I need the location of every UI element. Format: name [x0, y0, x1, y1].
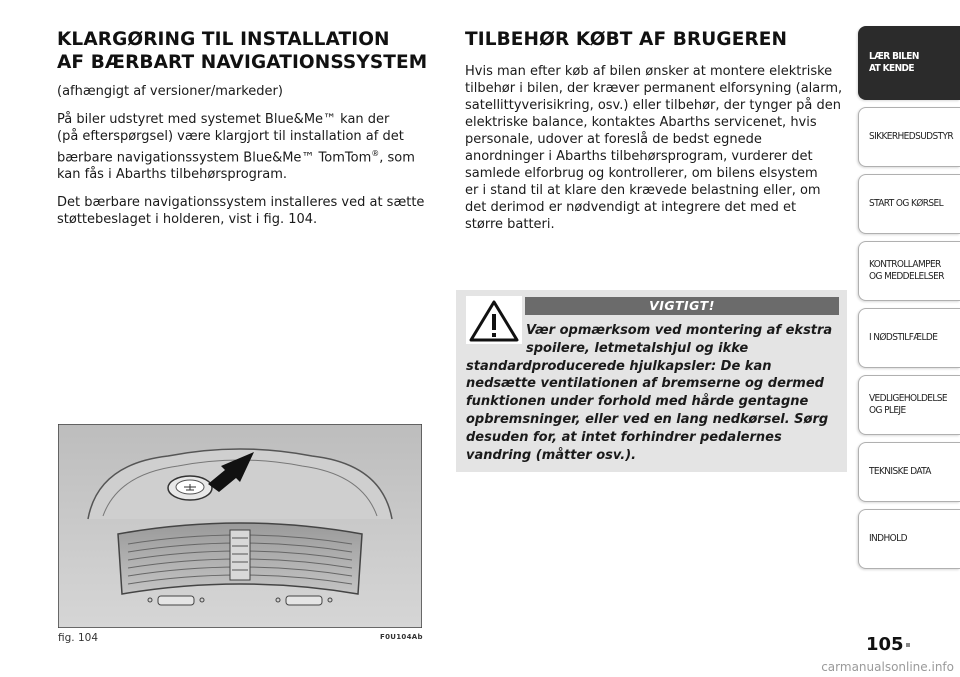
figure-dashboard-vents	[58, 424, 422, 628]
tab-kontrollamper[interactable]: KONTROLLAMPER OG MEDDELELSER	[858, 241, 960, 301]
tab-tekniske-data[interactable]: TEKNISKE DATA	[858, 442, 960, 502]
section-title-accessories: TILBEHØR KØBT AF BRUGEREN	[465, 29, 788, 50]
navigation-paragraph-2: Det bærbare navigationssystem installeres ved at sætte støttebeslaget i holderen, vist i fig. 104.	[57, 195, 425, 228]
left-column	[57, 28, 442, 228]
section-subtitle: (afhængigt af versioner/markeder)	[57, 84, 283, 99]
tab-start-og-korsel[interactable]: START OG KØRSEL	[858, 174, 960, 234]
section-title-navigation: KLARGØRING TIL INSTALLATION AF BÆRBART NAVIGATIONSSYSTEM	[57, 29, 428, 73]
tab-vedligeholdelse[interactable]: VEDLIGEHOLDELSE OG PLEJE	[858, 375, 960, 435]
page-number: 105	[866, 634, 910, 655]
warning-text: Vær opmærksom ved montering af ekstra spoilere, letmetalshjul og ikke standardproducerede hjulkapsler: De kan nedsætte ventilationen af bremserne og dermed funktionen under forhold med hårde gentagne opbremsninger, eller ved en lang nedkørsel. Sørg desuden for, at intet forhindrer pedalernes vandring (måtter osv.).	[466, 323, 833, 463]
watermark: carmanualsonline.info	[821, 660, 954, 674]
figure-code: F0U104Ab	[380, 633, 423, 641]
tab-sikkerhedsudstyr[interactable]: SIKKERHEDSUDSTYR	[858, 107, 960, 167]
figure-caption: fig. 104	[58, 632, 98, 644]
accessories-paragraph: Hvis man efter køb af bilen ønsker at montere elektriske tilbehør i bilen, der kræver permanent elforsyning (alarm, satellittyverisikring, osv.) eller tilbehør, der tynger på den elektriske balance, kontaktes Abarths servicenet, hvis personale, udover at foreslå de bedst egnede anordninger i Abarths tilbehørsprogram, vurderer det samlede elforbrug og kontrollerer, om bilens elsystem er i stand til at klare den krævede belastning eller, om det derimod er nødvendigt at integrere det med et større batteri.	[465, 64, 843, 232]
warning-box	[456, 290, 847, 472]
tab-laer-bilen-at-kende[interactable]: LÆR BILEN AT KENDE	[858, 26, 960, 100]
tab-i-nodstilfaelde[interactable]: I NØDSTILFÆLDE	[858, 308, 960, 368]
navigation-paragraph-1: På biler udstyret med systemet Blue&Me™ kan der (på efterspørgsel) være klargjort til installation af det bærbare navigationssystem Blue&Me™ TomTom®, som kan fås i Abarths tilbehørsprogram.	[57, 112, 415, 183]
tab-indhold[interactable]: INDHOLD	[858, 509, 960, 569]
right-column	[465, 28, 850, 233]
dashboard-illustration	[58, 424, 422, 628]
chapter-tabs	[858, 26, 960, 576]
warning-label: VIGTIGT!	[525, 297, 839, 315]
